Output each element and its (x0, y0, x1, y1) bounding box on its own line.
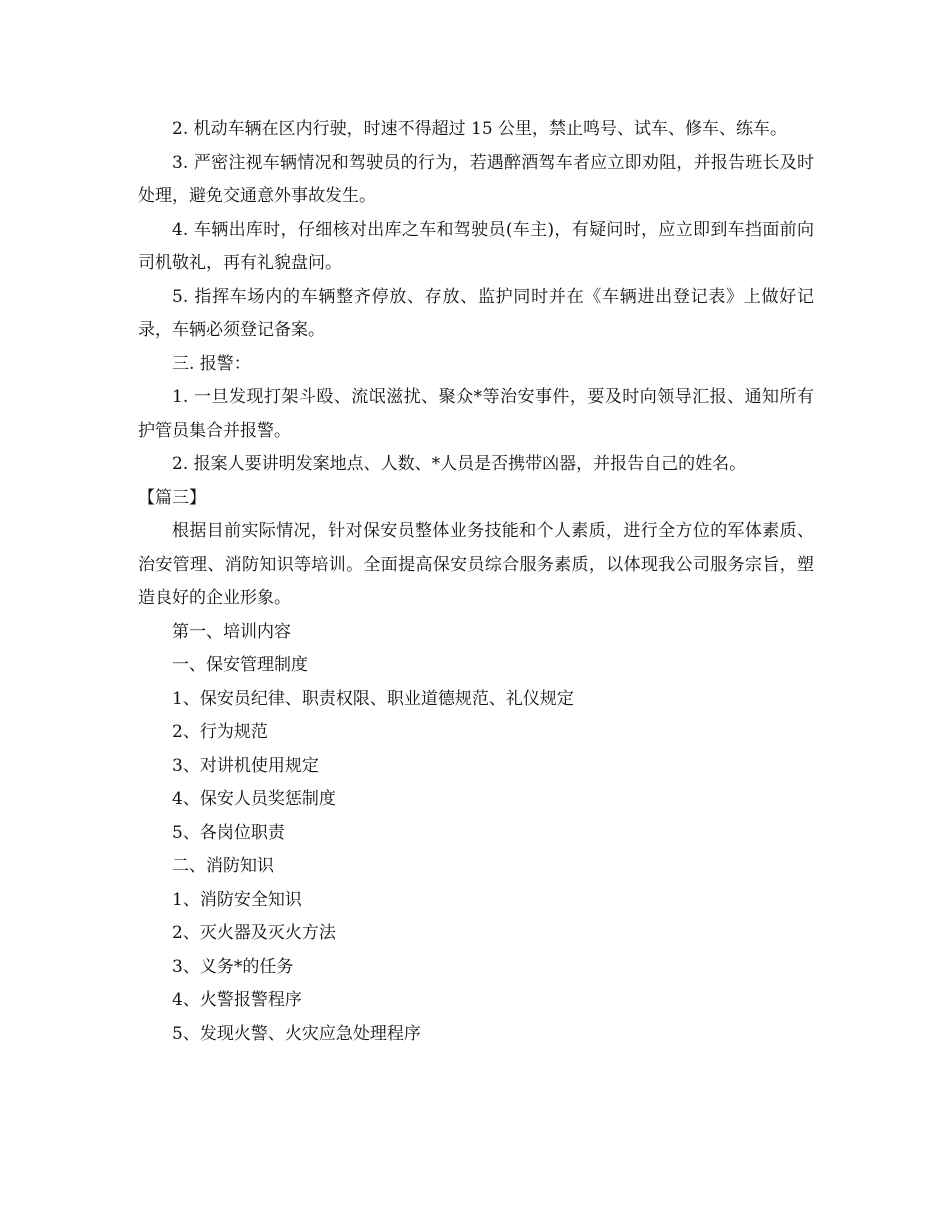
list-item: 3、义务*的任务 (172, 956, 294, 977)
chapter-heading-part-three: 【篇三】 (138, 487, 206, 508)
paragraph-report-incident: 1. 一旦发现打架斗殴、流氓滋扰、聚众*等治安事件，要及时向领导汇报、通知所有护管员集合并报警。 (138, 387, 814, 441)
heading-fire-knowledge: 二、消防知识 (172, 856, 274, 876)
list-item: 3、对讲机使用规定 (172, 755, 319, 776)
list-item: 1、消防安全知识 (172, 889, 302, 910)
list-item: 5、发现火警、火灾应急处理程序 (172, 1023, 421, 1044)
section-heading-alarm: 三. 报警： (172, 353, 251, 374)
paragraph-training-overview: 根据目前实际情况，针对保安员整体业务技能和个人素质，进行全方位的军体素质、治安管理、消防知识等培训。全面提高保安员综合服务素质，以体现我公司服务宗旨，塑造良好的企业形象。 (138, 521, 814, 608)
heading-training-content: 第一、培训内容 (172, 621, 291, 642)
document-body (138, 113, 814, 1051)
paragraph-driver-behavior: 3. 严密注视车辆情况和驾驶员的行为，若遇醉酒驾车者应立即劝阻，并报告班长及时处理，避免交通意外事故发生。 (138, 152, 814, 206)
paragraph-parking-record: 5. 指挥车场内的车辆整齐停放、存放、监护同时并在《车辆进出登记表》上做好记录，车辆必须登记备案。 (138, 286, 814, 340)
heading-security-management: 一、保安管理制度 (172, 655, 308, 675)
list-item: 5、各岗位职责 (172, 822, 285, 843)
paragraph-vehicle-exit-check: 4. 车辆出库时，仔细核对出库之车和驾驶员(车主)，有疑问时，应立即到车挡面前向司机敬礼，再有礼貌盘问。 (138, 219, 814, 273)
list-item: 2、灭火器及灭火方法 (172, 923, 336, 943)
list-item: 2、行为规范 (172, 722, 268, 742)
list-item: 4、火警报警程序 (172, 990, 302, 1010)
paragraph-reporter-details: 2. 报案人要讲明发案地点、人数、*人员是否携带凶器，并报告自己的姓名。 (172, 454, 747, 474)
list-item: 1、保安员纪律、职责权限、职业道德规范、礼仪规定 (172, 688, 574, 709)
paragraph-vehicle-speed: 2. 机动车辆在区内行驶，时速不得超过 15 公里，禁止鸣号、试车、修车、练车。 (172, 119, 788, 139)
list-item: 4、保安人员奖惩制度 (172, 789, 336, 809)
